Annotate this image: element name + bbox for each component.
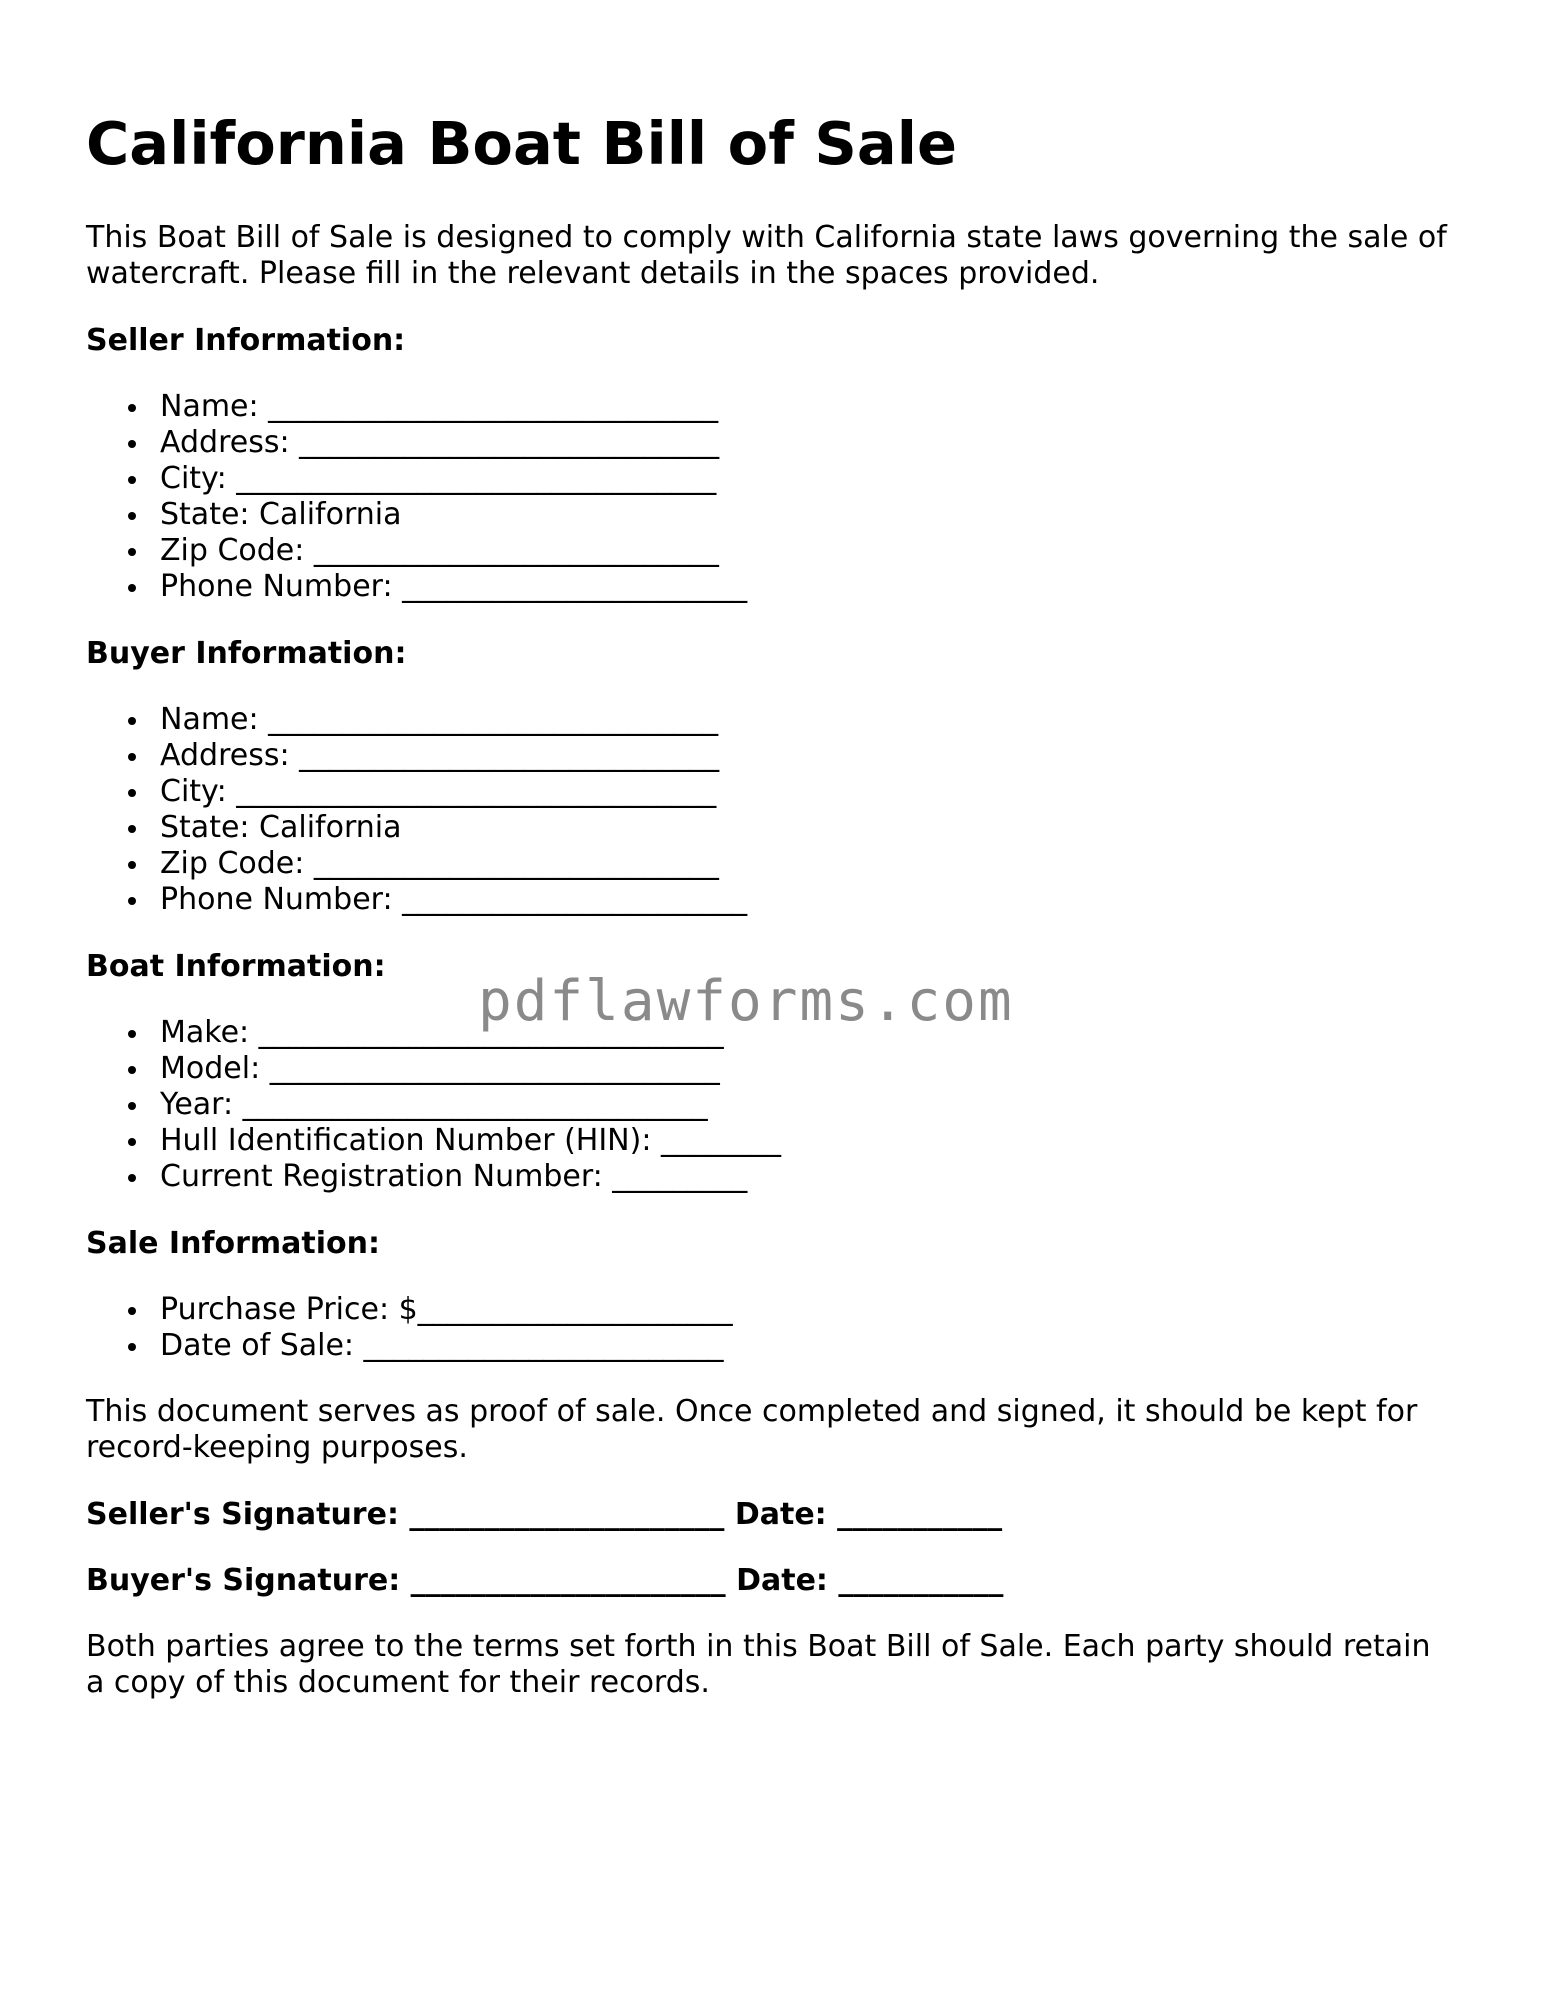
intro-paragraph: This Boat Bill of Sale is designed to comply with California state laws governing the sale of watercraft. Please fill in the relevant details in the spaces provided. [86,220,1447,291]
boat-hin-field: Hull Identification Number (HIN): ________ [86,1123,781,1159]
closing-paragraph: Both parties agree to the terms set forth in this Boat Bill of Sale. Each party should retain a copy of this document for their records. [86,1629,1431,1700]
boat-make-field: Make: _______________________________ [86,1015,781,1051]
seller-zip-field: Zip Code: ___________________________ [86,533,747,569]
buyer-zip-field: Zip Code: ___________________________ [86,846,747,882]
seller-address-field: Address: ____________________________ [86,425,747,461]
seller-state-field: State: California [86,497,747,533]
buyer-heading: Buyer Information: [86,636,407,671]
boat-field-list [86,1015,781,1195]
date-of-sale-field: Date of Sale: ________________________ [86,1328,733,1364]
seller-phone-field: Phone Number: _______________________ [86,569,747,605]
sale-field-list [86,1292,733,1364]
buyer-signature-line: Buyer's Signature: _____________________ Date: ___________ [86,1563,1004,1598]
boat-year-field: Year: _______________________________ [86,1087,781,1123]
watermark-text: pdflawforms.com [478,969,1014,1034]
sale-heading: Sale Information: [86,1226,380,1261]
buyer-state-field: State: California [86,810,747,846]
boat-registration-field: Current Registration Number: _________ [86,1159,781,1195]
buyer-name-field: Name: ______________________________ [86,702,747,738]
buyer-city-field: City: ________________________________ [86,774,747,810]
seller-signature-line: Seller's Signature: _____________________ Date: ___________ [86,1497,1003,1532]
seller-name-field: Name: ______________________________ [86,389,747,425]
buyer-address-field: Address: ____________________________ [86,738,747,774]
buyer-phone-field: Phone Number: _______________________ [86,882,747,918]
purchase-price-field: Purchase Price: $_____________________ [86,1292,733,1328]
buyer-field-list [86,702,747,918]
boat-heading: Boat Information: [86,949,386,984]
document-title: California Boat Bill of Sale [86,109,957,178]
seller-heading: Seller Information: [86,323,406,358]
proof-paragraph: This document serves as proof of sale. Once completed and signed, it should be kept for record-keeping purposes. [86,1394,1418,1465]
seller-city-field: City: ________________________________ [86,461,747,497]
seller-field-list [86,389,747,605]
boat-model-field: Model: ______________________________ [86,1051,781,1087]
